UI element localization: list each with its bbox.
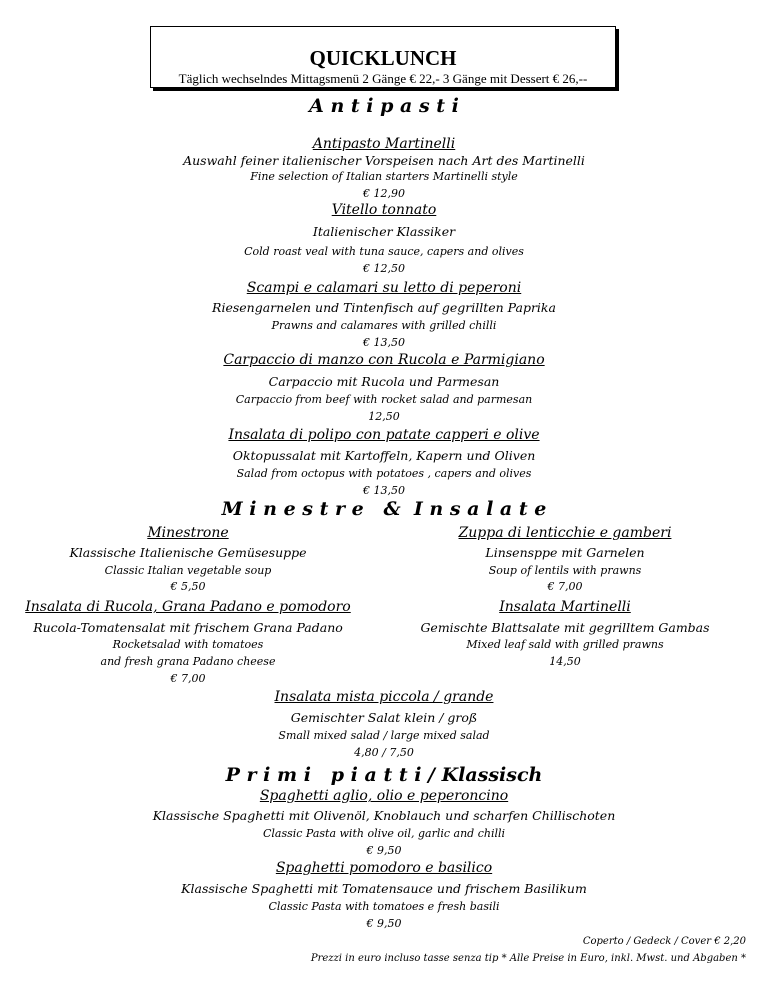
dish-name: Spaghetti aglio, olio e peperoncino [259,788,509,804]
dish-name: Minestrone [147,525,229,541]
dish-price: € 7,00 [170,672,206,685]
dish-name: Insalata Martinelli [499,599,631,615]
dish-name: Carpaccio di manzo con Rucola e Parmigiano [223,352,545,368]
dish-description-en: Classic Pasta with olive oil, garlic and chilli [262,827,506,840]
section-heading-primi: P r i m i p i a t t i / Klassisch [225,764,543,786]
price-note: Prezzi in euro incluso tasse senza tip * Alle Preise in Euro, inkl. Mwst. und Abgaben * [310,953,746,964]
dish-description-en: Soup of lentils with prawns [488,564,642,577]
dish-price: € 5,50 [170,580,206,593]
page-subtitle: Täglich wechselndes Mittagsmenü 2 Gänge € 22,- 3 Gänge mit Dessert € 26,-- [178,71,588,86]
dish-description-de: Klassische Italienische Gemüsesuppe [69,545,307,560]
dish-price: € 12,90 [363,187,405,200]
dish-price: € 9,50 [366,917,402,930]
dish-description-en: Classic Italian vegetable soup [104,564,272,577]
cover-charge: Coperto / Gedeck / Cover € 2,20 [582,936,746,947]
dish-name: Insalata di polipo con patate capperi e olive [228,427,540,443]
dish-name: Vitello tonnato [331,202,437,218]
dish-name: Spaghetti pomodoro e basilico [275,860,493,876]
dish-description-en: and fresh grana Padano cheese [100,655,276,668]
dish-price: 4,80 / 7,50 [354,746,414,759]
page-title: QUICKLUNCH [309,46,457,70]
dish-price: € 13,50 [363,336,405,349]
dish-description-de: Rucola-Tomatensalat mit frischem Grana Padano [33,620,343,635]
dish-description-de: Gemischter Salat klein / groß [290,710,478,725]
dish-price: € 9,50 [366,844,402,857]
dish-description-de: Gemischte Blattsalate mit gegrilltem Gambas [420,620,710,635]
dish-description-en: Carpaccio from beef with rocket salad and parmesan [235,393,533,406]
dish-price: € 13,50 [363,484,405,497]
dish-name: Antipasto Martinelli [312,136,456,152]
dish-description-en: Mixed leaf sald with grilled prawns [466,638,664,651]
dish-description-de: Auswahl feiner italienischer Vorspeisen nach Art des Martinelli [183,153,585,168]
section-heading-antipasti: A n t i p a s t i [309,95,459,117]
dish-description-en: Fine selection of Italian starters Martinelli style [250,170,518,183]
dish-description-de: Carpaccio mit Rucola und Parmesan [268,374,500,389]
dish-description-en: Salad from octopus with potatoes , capers and olives [236,467,532,480]
dish-price: 12,50 [368,410,400,423]
dish-description-en: Prawns and calamares with grilled chilli [271,319,497,332]
header-box [150,26,616,88]
dish-description-de: Italienischer Klassiker [312,224,456,239]
dish-name: Insalata mista piccola / grande [274,689,494,705]
dish-name: Scampi e calamari su letto di peperoni [246,280,522,296]
dish-description-de: Oktopussalat mit Kartoffeln, Kapern und Oliven [232,448,536,463]
dish-name: Insalata di Rucola, Grana Padano e pomodoro [25,599,351,615]
dish-price: 14,50 [549,655,581,668]
dish-description-en: Rocketsalad with tomatoes [112,638,264,651]
dish-description-de: Klassische Spaghetti mit Tomatensauce und frischem Basilikum [181,881,587,896]
dish-description-de: Linsensppe mit Garnelen [485,545,645,560]
dish-description-de: Riesengarnelen und Tintenfisch auf gegrillten Paprika [212,300,556,315]
dish-name: Zuppa di lenticchie e gamberi [458,525,672,541]
dish-description-en: Small mixed salad / large mixed salad [278,729,490,742]
section-heading-minestre: M i n e s t r e & I n s a l a t e [221,498,547,520]
dish-price: € 7,00 [547,580,583,593]
dish-description-en: Cold roast veal with tuna sauce, capers and olives [244,245,524,258]
dish-description-en: Classic Pasta with tomatoes e fresh basili [268,900,500,913]
dish-description-de: Klassische Spaghetti mit Olivenöl, Knoblauch und scharfen Chillischoten [152,808,616,823]
dish-price: € 12,50 [363,262,405,275]
